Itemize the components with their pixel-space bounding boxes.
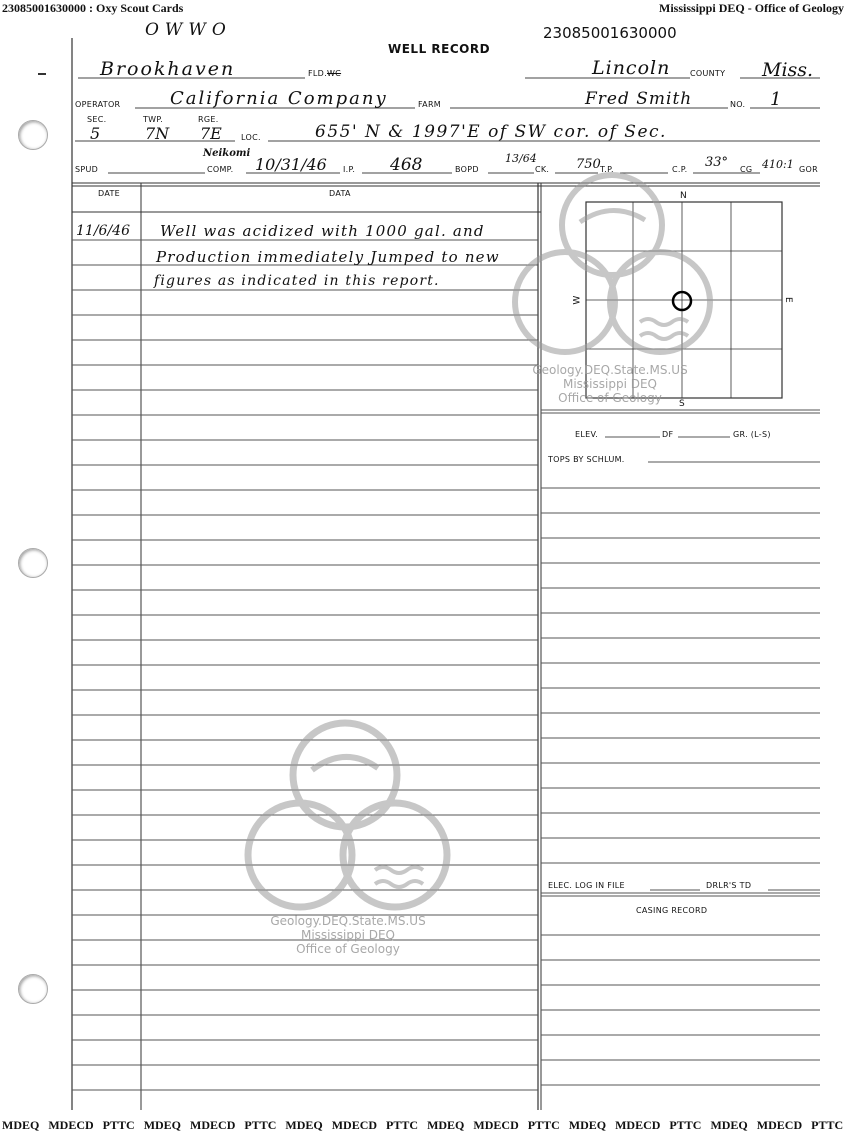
date-column-header: DATE [98, 189, 121, 198]
farm-name: Fred Smith [585, 89, 693, 109]
casing-record-label: CASING RECORD [636, 906, 708, 915]
driller-td-label: DRLR'S TD [706, 881, 752, 890]
choke-label: CK. [535, 165, 550, 174]
cg-value: 33° [705, 155, 729, 170]
rge-value: 7E [200, 124, 222, 143]
gor-label: GOR [799, 165, 818, 174]
field-label: FLD.WC [308, 69, 342, 78]
form-title: WELL RECORD [388, 42, 491, 56]
ip-value: 468 [390, 155, 423, 175]
operator-name: California Company [170, 88, 388, 109]
entry-date: 11/6/46 [76, 223, 130, 239]
tp-label: T.P. [600, 165, 614, 174]
county-label: COUNTY [690, 69, 726, 78]
well-no-value: 1 [770, 89, 782, 110]
page-footer: MDEQ MDECD PTTC MDEQ MDECD PTTC MDEQ MDECD PTTC MDEQ MDECD PTTC MDEQ MDECD PTTC MDEQ MDECD PTTC [2, 1118, 844, 1132]
well-no-label: NO. [730, 100, 746, 109]
operator-label: OPERATOR [75, 100, 121, 109]
df-label: DF [662, 430, 674, 439]
location-description: 655' N & 1997'E of SW cor. of Sec. [315, 122, 667, 142]
sec-label: SEC. [87, 115, 107, 124]
field-name: Brookhaven [100, 58, 236, 80]
comp-date: 10/31/46 [255, 155, 327, 174]
entry-line: Production immediately Jumped to new [156, 248, 500, 266]
watermark-text: Geology.DEQ.State.MS.US Mississippi DEQ Office of Geology [270, 914, 426, 956]
data-column-header: DATA [329, 189, 351, 198]
elec-log-label: ELEC. LOG IN FILE [548, 881, 625, 890]
document-id-header: 23085001630000 : Oxy Scout Cards [2, 1, 184, 15]
twp-value: 7N [145, 124, 170, 143]
entry-line: Well was acidized with 1000 gal. and [160, 222, 485, 240]
cg-label: CG [740, 165, 753, 174]
map-north-label: N [680, 191, 688, 201]
gor-value: 410:1 [762, 158, 794, 171]
api-number: 23085001630000 [543, 24, 677, 42]
agency-header: Mississippi DEQ - Office of Geology [659, 1, 844, 15]
comp-label: COMP. [207, 165, 234, 174]
state-name: Miss. [762, 59, 814, 81]
elev-label: ELEV. [575, 430, 599, 439]
ip-label: I.P. [343, 165, 356, 174]
cp-label: C.P. [672, 165, 688, 174]
watermark-text: Geology.DEQ.State.MS.US Mississippi DEQ Office of Geology [532, 363, 688, 405]
map-east-label: E [783, 297, 793, 303]
entry-line: figures as indicated in this report. [154, 273, 440, 289]
farm-label: FARM [418, 100, 442, 109]
map-south-label: S [679, 399, 686, 409]
rge-label: RGE. [198, 115, 219, 124]
gr-label: GR. (L-S) [733, 430, 771, 439]
spud-label: SPUD [75, 165, 99, 174]
tp-value: 750 [576, 157, 601, 172]
sec-value: 5 [90, 124, 101, 143]
twp-label: TWP. [143, 115, 164, 124]
choke-value: 13/64 [505, 152, 537, 165]
tops-label: TOPS BY SCHLUM. [548, 455, 625, 464]
map-west-label: W [572, 295, 583, 305]
bopd-label: BOPD [455, 165, 479, 174]
owwo-stamp: OWWO [145, 20, 232, 40]
comp-note: Neikomi [203, 148, 251, 159]
county-name: Lincoln [592, 57, 671, 79]
loc-label: LOC. [241, 133, 261, 142]
